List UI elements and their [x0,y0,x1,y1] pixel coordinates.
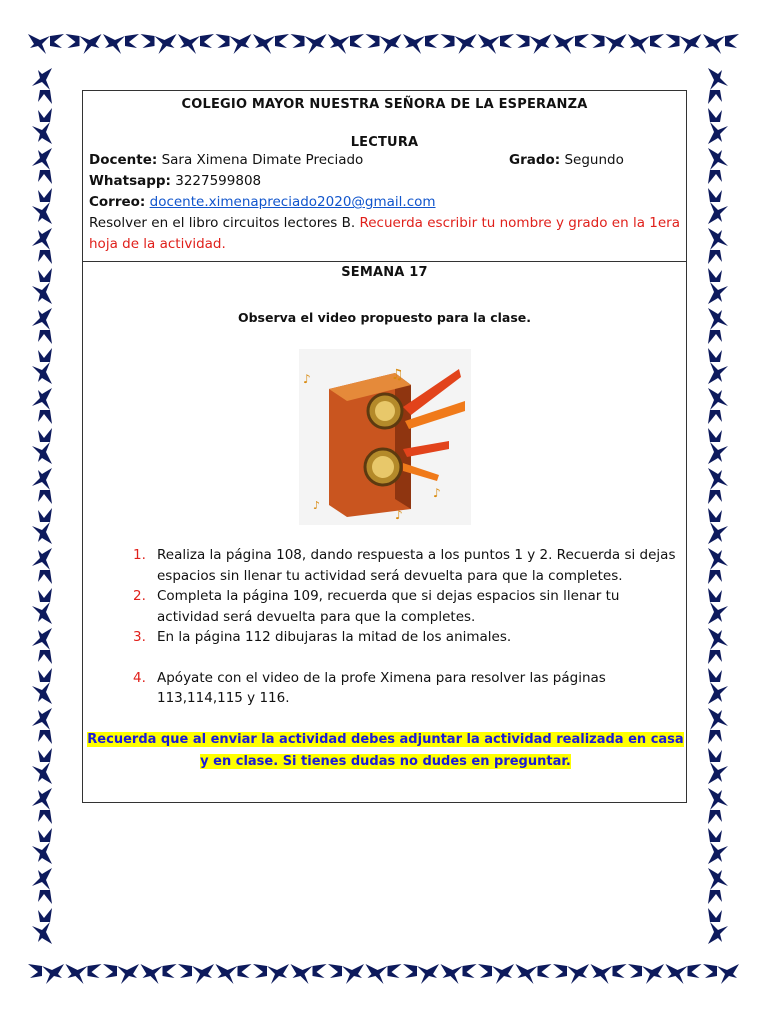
bird-icon [708,668,728,704]
bird-icon [328,964,364,984]
bird-icon [32,508,52,544]
bird-icon [253,964,289,984]
bird-icon [28,964,64,984]
docente-value: Sara Ximena Dimate Preciado [161,152,364,168]
bird-icon [291,34,327,54]
bird-icon [591,964,627,984]
instruction-red: Recuerda escribir tu nombre y grado en la 1era hoja de la actividad. [89,215,680,252]
bird-icon [708,548,728,584]
correo-label: Correo: [89,194,146,210]
subject-title: LECTURA [350,135,419,150]
header-section [83,91,686,262]
bird-icon [103,964,139,984]
bird-icon [32,188,52,224]
list-item: 4. Apóyate con el video de la profe Ximena para resolver las páginas 113,114,115 y 116. [133,669,606,706]
bird-row-top [28,34,739,54]
task-list [133,545,683,709]
speaker-image [299,349,471,525]
bird-icon [32,268,52,304]
bird-icon [32,708,52,744]
highlighted-reminder [83,729,688,773]
bird-icon [328,34,364,54]
bird-icon [28,34,64,54]
bird-icon [32,388,52,424]
list-spacer [133,648,683,668]
bird-icon [178,34,214,54]
svg-text:♫: ♫ [391,367,404,383]
bird-icon [32,828,52,864]
list-item: 2. Completa la página 109, recuerda que si dejas espacios sin llenar tu actividad será devuelta para que la completes. [133,588,620,625]
svg-text:♪: ♪ [303,372,311,386]
bird-icon [253,34,289,54]
bird-column-right [708,68,728,944]
bird-icon [32,868,52,904]
grado-value: Segundo [564,152,624,168]
whatsapp-value: 3227599808 [175,173,262,189]
bird-icon [708,788,728,824]
bird-icon [666,34,702,54]
bird-icon [628,964,664,984]
grado-block [509,150,624,171]
bird-icon [32,308,52,344]
bird-icon [708,148,728,184]
list-item: 1. Realiza la página 108, dando respuesta a los puntos 1 y 2. Recuerda si dejas espacios sin llenar tu actividad será devuelta para que la completes. [133,547,676,584]
bird-icon [66,34,102,54]
bird-icon [441,964,477,984]
bird-icon [478,34,514,54]
whatsapp-line [89,171,680,192]
bird-icon [703,34,739,54]
bird-icon [32,548,52,584]
bird-icon [32,908,52,944]
bird-icon [708,748,728,784]
bird-icon [708,388,728,424]
observe-instruction: Observa el video propuesto para la clase. [237,310,532,325]
bird-icon [32,668,52,704]
bird-icon [708,868,728,904]
bird-icon [708,908,728,944]
bird-icon [666,964,702,984]
school-name: COLEGIO MAYOR NUESTRA SEÑORA DE LA ESPERANZA [181,97,588,112]
correo-line [89,192,680,213]
bird-icon [553,34,589,54]
bird-icon [141,34,177,54]
bird-icon [628,34,664,54]
body-section [83,265,686,802]
bird-icon [32,68,52,104]
bird-icon [32,788,52,824]
bird-icon [32,108,52,144]
document-table [82,90,687,803]
bird-icon [366,34,402,54]
bird-icon [708,188,728,224]
speaker-icon [299,349,471,525]
bird-icon [708,68,728,104]
bird-icon [178,964,214,984]
bird-icon [478,964,514,984]
bird-icon [708,828,728,864]
svg-text:♪: ♪ [395,508,403,522]
bird-icon [441,34,477,54]
email-link[interactable]: docente.ximenapreciado2020@gmail.com [149,194,436,210]
bird-icon [32,148,52,184]
bird-icon [708,468,728,504]
bird-icon [516,964,552,984]
bird-icon [32,748,52,784]
bird-icon [703,964,739,984]
bird-column-left [32,68,52,944]
bird-icon [708,268,728,304]
bird-icon [403,34,439,54]
bird-icon [103,34,139,54]
whatsapp-label: Whatsapp: [89,173,171,189]
bird-icon [708,628,728,664]
reminder-text: Recuerda que al enviar la actividad debes adjuntar la actividad realizada en casa y en clase. Si tienes dudas no dudes en preguntar. [87,732,684,769]
bird-icon [66,964,102,984]
bird-icon [708,708,728,744]
docente-line [89,150,680,171]
bird-icon [32,428,52,464]
grado-label: Grado: [509,152,561,168]
docente-label: Docente: [89,152,158,168]
bird-icon [516,34,552,54]
bird-icon [141,964,177,984]
bird-icon [708,508,728,544]
svg-text:♪: ♪ [433,486,441,500]
bird-icon [32,588,52,624]
instruction-line [89,213,680,255]
instruction-black: Resolver en el libro circuitos lectores B. [89,215,356,231]
bird-icon [32,628,52,664]
svg-text:♪: ♪ [313,499,321,512]
bird-icon [708,308,728,344]
bird-icon [32,468,52,504]
bird-icon [291,964,327,984]
bird-icon [403,964,439,984]
bird-icon [553,964,589,984]
week-title: SEMANA 17 [341,265,428,280]
bird-icon [591,34,627,54]
bird-row-bottom [28,964,739,984]
bird-icon [708,348,728,384]
bird-icon [32,348,52,384]
bird-icon [366,964,402,984]
bird-icon [32,228,52,264]
bird-icon [708,108,728,144]
bird-icon [708,428,728,464]
bird-icon [216,964,252,984]
list-item: 3. En la página 112 dibujaras la mitad de los animales. [133,629,512,645]
bird-icon [708,588,728,624]
bird-icon [216,34,252,54]
bird-icon [708,228,728,264]
